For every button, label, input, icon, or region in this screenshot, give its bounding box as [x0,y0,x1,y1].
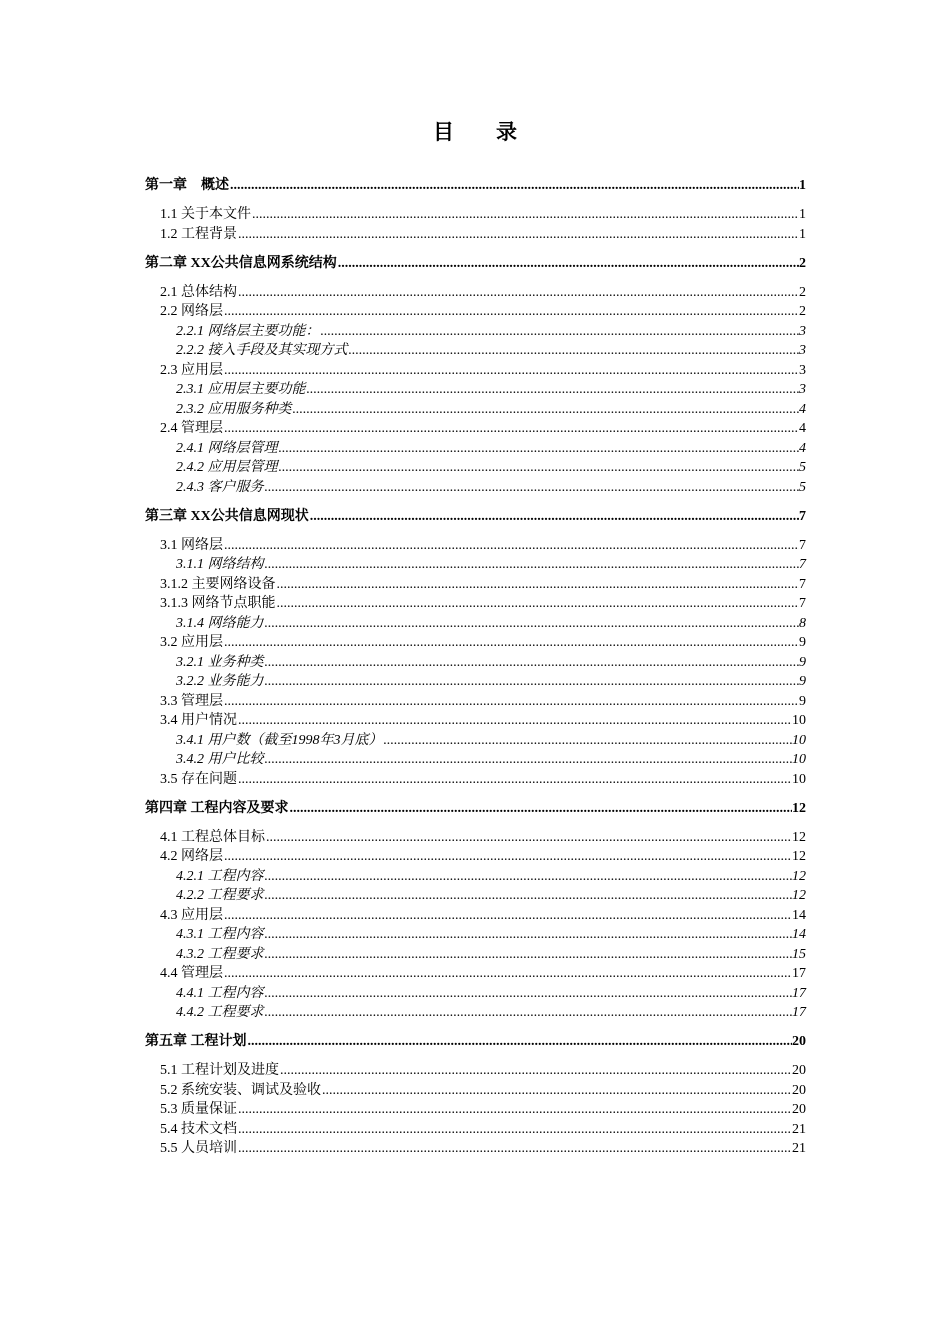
toc-entry-label: 2.2.1 网络层主要功能： [176,323,320,339]
toc-dot-leader [224,419,799,439]
toc-entry-label: 3.4.1 用户数（截至1998年3月底） [176,732,383,748]
toc-dot-leader [265,750,793,770]
toc-dot-leader [224,302,799,322]
toc-entry-label: 第四章 工程内容及要求 [145,800,289,816]
toc-entry-label: 第二章 XX公共信息网系统结构 [145,255,337,271]
toc-dot-leader [265,653,800,673]
toc-dot-leader [238,770,792,790]
toc-page-number: 12 [792,868,806,884]
toc-page-number: 3 [799,343,806,358]
toc-page-number: 10 [792,713,806,728]
toc-dot-leader [265,672,800,692]
toc-dot-leader [265,1003,793,1023]
toc-dot-leader [238,283,799,303]
toc-chapter-entry[interactable] [145,254,806,274]
toc-section-entry[interactable] [145,361,806,381]
toc-page-number: 9 [799,654,806,670]
toc-entry-label: 4.4 管理层 [160,966,223,981]
toc-page-number: 9 [799,635,806,650]
toc-page-number: 10 [792,752,806,767]
toc-section-entry[interactable] [145,225,806,245]
toc-entry-label: 4.2.2 工程要求 [176,888,264,903]
toc-section-entry[interactable] [145,1081,806,1101]
toc-section-entry[interactable] [145,205,806,225]
toc-subsection-entry[interactable] [145,945,806,965]
toc-entry-label: 3.1 网络层 [160,537,223,553]
toc-entry-label: 4.3 应用层 [160,907,223,923]
toc-section-entry[interactable] [145,1139,806,1159]
toc-entry-label: 2.4.2 应用层管理 [176,460,278,475]
toc-dot-leader [321,322,800,342]
toc-entry-label: 4.1 工程总体目标 [160,829,265,845]
toc-dot-leader [265,867,793,887]
toc-section-entry[interactable] [145,633,806,653]
toc-dot-leader [277,575,800,595]
toc-subsection-entry[interactable] [145,555,806,575]
toc-page-number: 7 [799,508,806,524]
toc-entry-label: 3.5 存在问题 [160,771,237,787]
toc-dot-leader [279,439,800,459]
toc-page-number: 9 [799,693,806,709]
toc-subsection-entry[interactable] [145,380,806,400]
toc-dot-leader [384,731,793,751]
toc-entry-label: 2.3 应用层 [160,362,223,378]
toc-dot-leader [265,945,793,965]
toc-entry-label: 5.5 人员培训 [160,1141,237,1156]
toc-entry-label: 5.3 质量保证 [160,1102,237,1117]
toc-dot-leader [307,380,800,400]
toc-entry-label: 2.3.1 应用层主要功能 [176,382,306,397]
toc-page-number: 7 [799,557,806,572]
toc-subsection-entry[interactable] [145,478,806,498]
toc-subsection-entry[interactable] [145,614,806,634]
toc-section-entry[interactable] [145,536,806,556]
toc-page-number: 2 [799,255,806,271]
toc-section-entry[interactable] [145,1100,806,1120]
toc-page-number: 20 [792,1082,806,1098]
toc-dot-leader [266,828,792,848]
toc-section-entry[interactable] [145,964,806,984]
toc-dot-leader [322,1081,792,1101]
toc-page-number: 1 [799,178,806,193]
toc-entry-label: 5.2 系统安装、调试及验收 [160,1082,321,1098]
toc-dot-leader [224,964,792,984]
toc-entry-label: 4.2.1 工程内容 [176,868,264,884]
toc-page-number: 20 [792,1102,806,1117]
toc-dot-leader [238,1120,792,1140]
toc-page-number: 2 [799,304,806,319]
toc-page-number: 21 [792,1141,806,1156]
toc-dot-leader [290,799,793,819]
toc-entry-label: 4.2 网络层 [160,849,223,864]
toc-dot-leader [252,205,799,225]
toc-dot-leader [277,594,800,614]
toc-page-number: 12 [792,800,806,816]
toc-dot-leader [265,925,793,945]
toc-entry-label: 3.1.4 网络能力 [176,615,264,631]
toc-entry-label: 4.3.1 工程内容 [176,927,264,942]
toc-dot-leader [238,1100,792,1120]
toc-dot-leader [349,341,800,361]
toc-page-number: 21 [792,1121,806,1137]
toc-section-entry[interactable] [145,828,806,848]
toc-dot-leader [248,1032,793,1052]
toc-entry-label: 2.2 网络层 [160,304,223,319]
toc-section-entry[interactable] [145,847,806,867]
toc-dot-leader [224,361,799,381]
toc-page-number: 2 [799,284,806,300]
toc-page-number: 17 [792,1005,806,1020]
toc-page-number: 3 [799,382,806,397]
toc-page-number: 1 [799,207,806,222]
toc-page-number: 12 [792,829,806,845]
toc-page-number: 4 [799,421,806,436]
toc-dot-leader [279,458,800,478]
toc-subsection-entry[interactable] [145,653,806,673]
toc-entry-label: 3.1.1 网络结构 [176,557,264,572]
toc-dot-leader [238,225,799,245]
toc-dot-leader [265,886,793,906]
toc-entry-label: 5.4 技术文档 [160,1121,237,1137]
toc-entry-label: 3.2.2 业务能力 [176,674,264,689]
toc-page-number: 5 [799,479,806,495]
toc-page-number: 7 [799,537,806,553]
toc-entry-label: 3.1.2 主要网络设备 [160,576,276,592]
toc-section-entry[interactable] [145,711,806,731]
toc-entry-label: 2.4.3 客户服务 [176,479,264,495]
table-of-contents [145,176,806,1159]
toc-entry-label: 4.4.1 工程内容 [176,985,264,1001]
toc-dot-leader [224,692,799,712]
toc-entry-label: 4.3.2 工程要求 [176,946,264,962]
toc-page-number: 4 [799,401,806,417]
toc-entry-label: 2.4.1 网络层管理 [176,440,278,456]
toc-subsection-entry[interactable] [145,322,806,342]
toc-entry-label: 2.4 管理层 [160,421,223,436]
toc-section-entry[interactable] [145,302,806,322]
toc-dot-leader [310,507,799,527]
toc-section-entry[interactable] [145,692,806,712]
title-char-left: 目 [433,120,454,144]
toc-entry-label: 3.2 应用层 [160,635,223,650]
toc-section-entry[interactable] [145,419,806,439]
toc-section-entry[interactable] [145,1061,806,1081]
toc-subsection-entry[interactable] [145,750,806,770]
toc-section-entry[interactable] [145,594,806,614]
toc-page-number: 5 [799,460,806,475]
toc-page-number: 3 [799,362,806,378]
toc-dot-leader [238,1139,792,1159]
toc-subsection-entry[interactable] [145,341,806,361]
toc-entry-label: 5.1 工程计划及进度 [160,1063,279,1078]
toc-page-number: 1 [799,226,806,242]
toc-page-number: 10 [792,771,806,787]
toc-entry-label: 1.2 工程背景 [160,226,237,242]
toc-dot-leader [338,254,799,274]
page-title [0,116,950,146]
toc-page-number: 12 [792,888,806,903]
toc-subsection-entry[interactable] [145,458,806,478]
toc-subsection-entry[interactable] [145,1003,806,1023]
toc-entry-label: 第五章 工程计划 [145,1034,247,1049]
toc-page-number: 12 [792,849,806,864]
toc-section-entry[interactable] [145,283,806,303]
toc-subsection-entry[interactable] [145,400,806,420]
toc-dot-leader [238,711,792,731]
toc-entry-label: 2.3.2 应用服务种类 [176,401,292,417]
toc-subsection-entry[interactable] [145,731,806,751]
toc-chapter-entry[interactable] [145,1032,806,1052]
toc-page-number: 8 [799,615,806,631]
toc-page-number: 17 [792,985,806,1001]
title-char-right: 录 [496,120,517,144]
toc-chapter-entry[interactable] [145,176,806,196]
toc-dot-leader [224,847,792,867]
toc-dot-leader [265,984,793,1004]
toc-entry-label: 3.3 管理层 [160,693,223,709]
toc-subsection-entry[interactable] [145,672,806,692]
toc-page-number: 10 [792,732,806,748]
toc-page-number: 9 [799,674,806,689]
toc-page-number: 4 [799,440,806,456]
toc-dot-leader [265,614,800,634]
toc-page-number: 14 [792,927,806,942]
toc-entry-label: 2.1 总体结构 [160,284,237,300]
toc-dot-leader [265,555,800,575]
toc-dot-leader [224,536,799,556]
toc-page-number: 20 [792,1034,806,1049]
toc-page-number: 14 [792,907,806,923]
toc-page-number: 3 [799,323,806,339]
toc-entry-label: 3.1.3 网络节点职能 [160,596,276,611]
toc-dot-leader [293,400,800,420]
toc-entry-label: 第三章 XX公共信息网现状 [145,508,309,524]
toc-entry-label: 3.4.2 用户比较 [176,752,264,767]
toc-entry-label: 第一章 概述 [145,178,229,193]
toc-subsection-entry[interactable] [145,984,806,1004]
toc-entry-label: 2.2.2 接入手段及其实现方式 [176,343,348,358]
toc-subsection-entry[interactable] [145,439,806,459]
toc-dot-leader [280,1061,792,1081]
toc-entry-label: 4.4.2 工程要求 [176,1005,264,1020]
toc-chapter-entry[interactable] [145,507,806,527]
toc-page-number: 17 [792,966,806,981]
toc-entry-label: 1.1 关于本文件 [160,207,251,222]
toc-entry-label: 3.4 用户情况 [160,713,237,728]
toc-dot-leader [224,633,799,653]
toc-section-entry[interactable] [145,1120,806,1140]
toc-page-number: 20 [792,1063,806,1078]
toc-dot-leader [230,176,799,196]
toc-page-number: 7 [799,596,806,611]
toc-subsection-entry[interactable] [145,886,806,906]
toc-chapter-entry[interactable] [145,799,806,819]
toc-subsection-entry[interactable] [145,867,806,887]
toc-page-number: 7 [799,576,806,592]
toc-section-entry[interactable] [145,906,806,926]
toc-page-number: 15 [792,946,806,962]
toc-dot-leader [265,478,800,498]
toc-subsection-entry[interactable] [145,925,806,945]
toc-dot-leader [224,906,792,926]
toc-section-entry[interactable] [145,575,806,595]
toc-section-entry[interactable] [145,770,806,790]
toc-entry-label: 3.2.1 业务种类 [176,654,264,670]
